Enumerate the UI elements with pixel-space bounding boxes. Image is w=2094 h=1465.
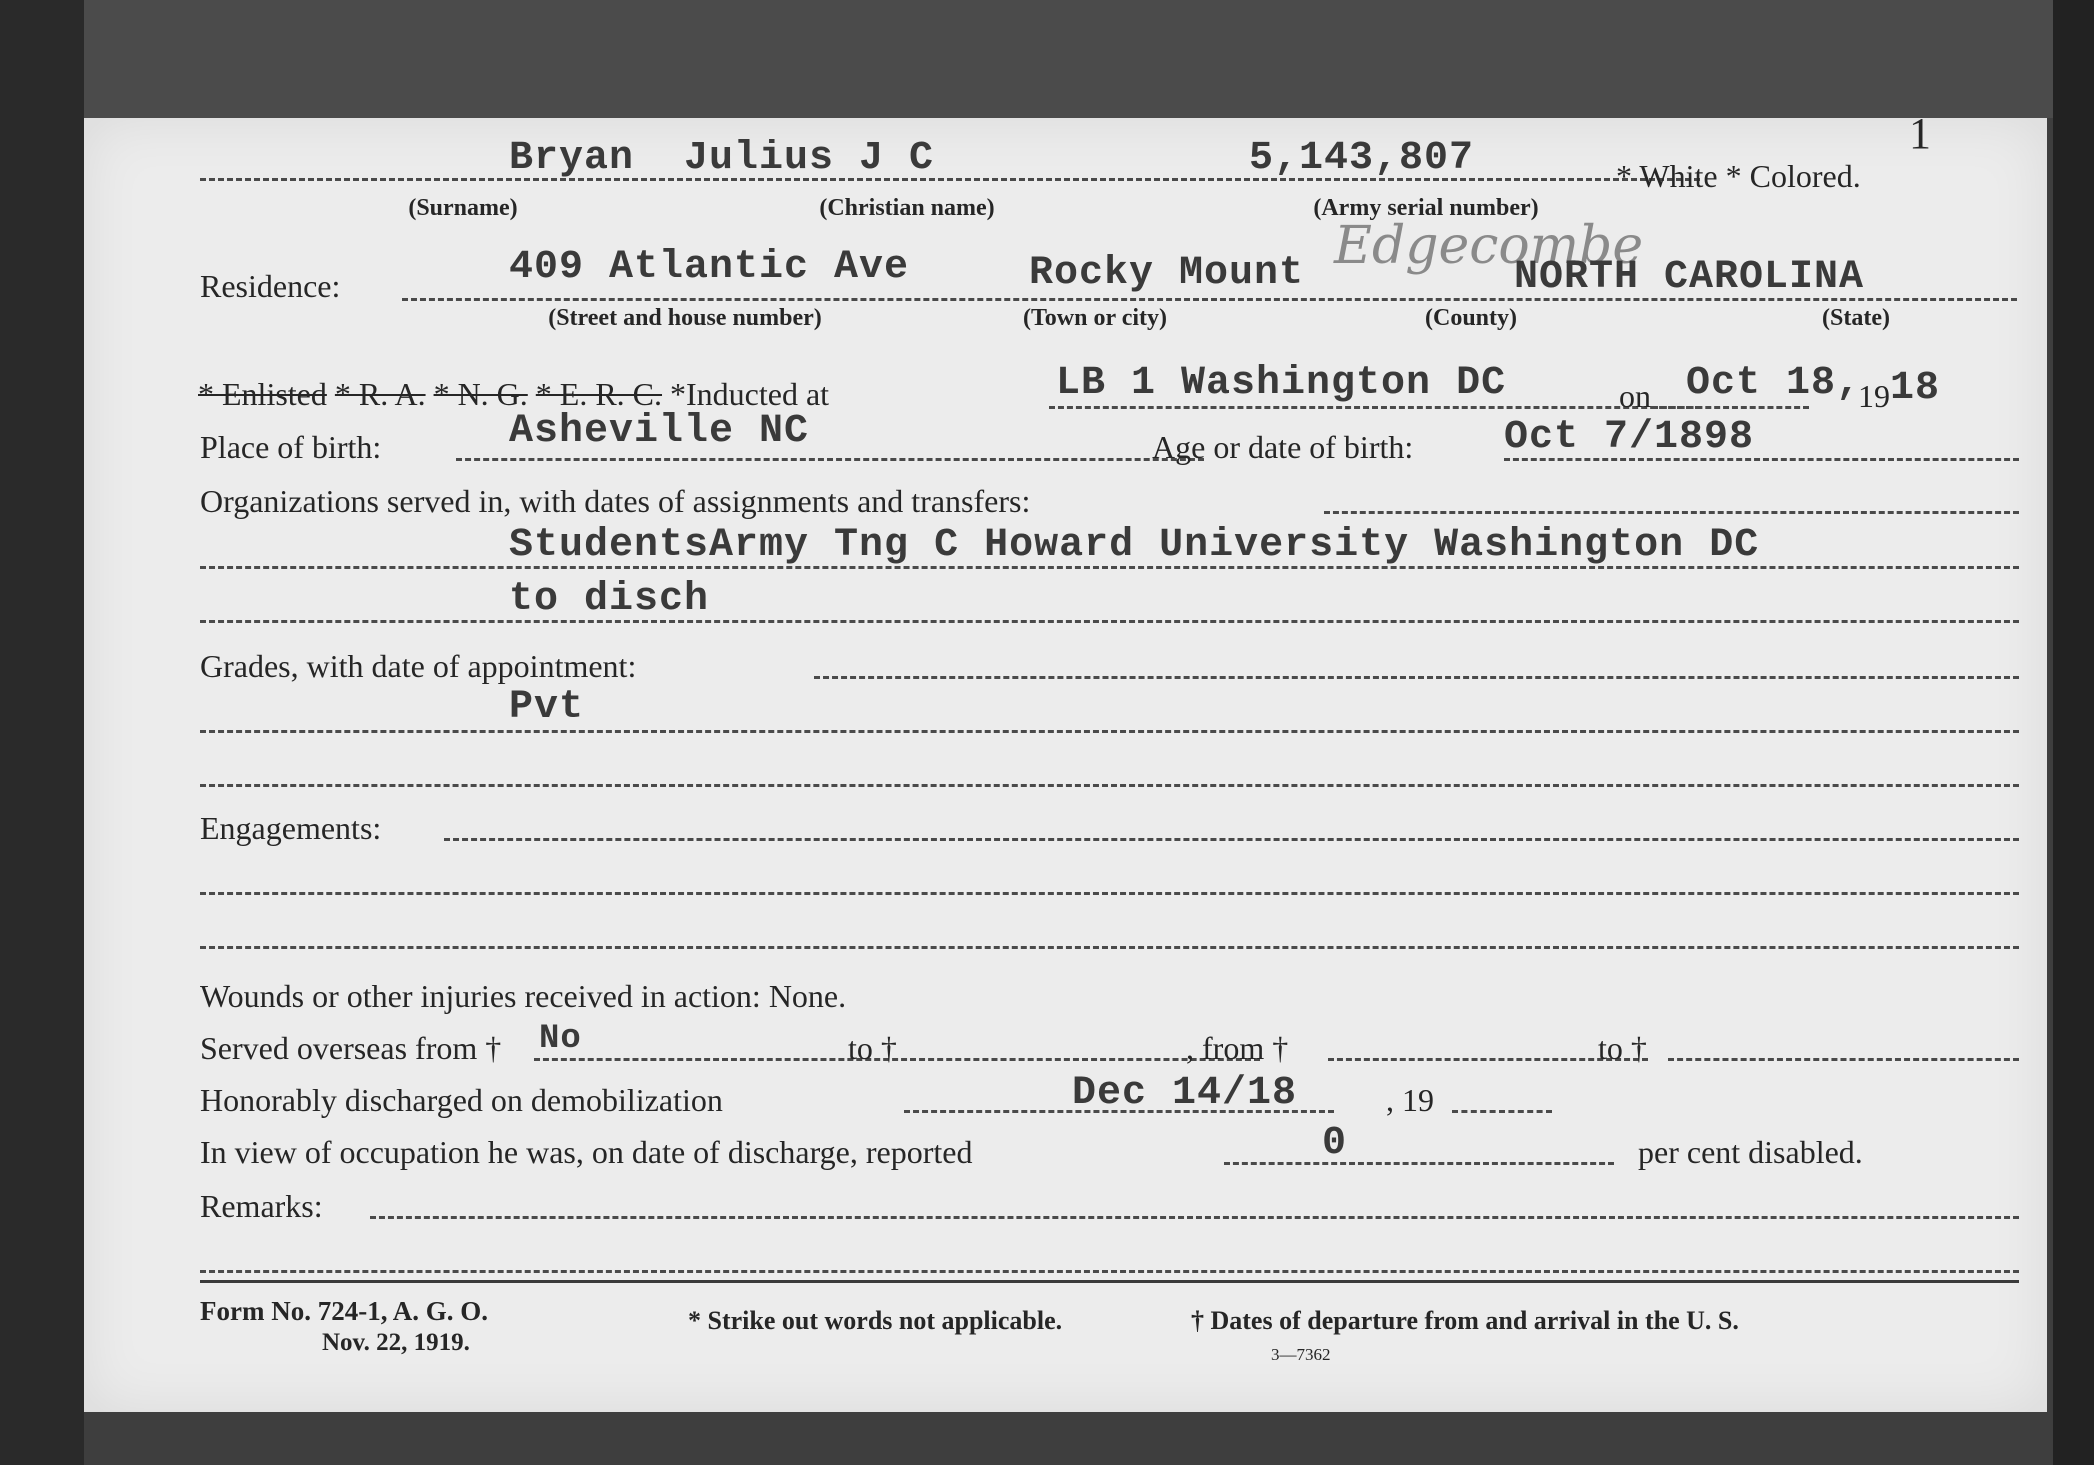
on-label: on (1619, 378, 1651, 414)
print-code: 3—7362 (1271, 1345, 1331, 1364)
organizations-value-2: to disch (509, 577, 710, 622)
discharge-label: Honorably discharged on demobilization (200, 1082, 723, 1118)
induction-place-value: LB 1 Washington DC (1056, 361, 1507, 406)
footer-divider (200, 1280, 2019, 1283)
engagements-line (444, 838, 2019, 841)
serial-number-value: 5,143,807 (1249, 136, 1475, 181)
ng-label: * N. G. (433, 376, 528, 412)
town-caption: (Town or city) (1023, 305, 1167, 331)
race-options: * White * Colored. (1616, 158, 1861, 194)
age-value: Oct 7/1898 (1504, 415, 1755, 460)
engagements-line-2 (200, 892, 2019, 895)
grades-line (814, 676, 2019, 679)
name-line (200, 178, 1700, 181)
wounds-label: Wounds or other injuries received in action: None. (200, 978, 847, 1014)
residence-label: Residence: (200, 268, 341, 304)
remarks-line-2 (200, 1270, 2019, 1273)
overseas-from-value: No (539, 1020, 582, 1058)
organizations-line-3 (200, 620, 2019, 623)
ra-label: * R. A. (334, 376, 426, 412)
grades-value: Pvt (509, 685, 585, 730)
age-label: Age or date of birth: (1152, 429, 1414, 465)
state-value: NORTH CAROLINA (1514, 255, 1865, 300)
enlisted-label: * Enlisted (198, 376, 327, 412)
scanner-background-right (2053, 0, 2094, 1465)
induction-place-line (1049, 406, 1701, 409)
serial-number-caption: (Army serial number) (1313, 195, 1539, 221)
inducted-label: *Inducted at (670, 376, 830, 412)
grades-line-2 (200, 730, 2019, 733)
disability-label: In view of occupation he was, on date of discharge, reported (200, 1134, 973, 1170)
discharge-date-value: Dec 14/18 (1072, 1071, 1298, 1116)
organizations-label: Organizations served in, with dates of assignments and transfers: (200, 483, 1031, 519)
discharge-year-suffix: , 19 (1386, 1082, 1434, 1118)
state-caption: (State) (1822, 305, 1890, 331)
service-record-card (84, 109, 2047, 1412)
surname-caption: (Surname) (408, 195, 518, 221)
engagements-label: Engagements: (200, 810, 382, 846)
organizations-line (1324, 511, 2019, 514)
induction-date-line (1652, 406, 1809, 409)
disability-value: 0 (1322, 1121, 1348, 1166)
remarks-label: Remarks: (200, 1188, 323, 1224)
organizations-value-1: StudentsArmy Tng C Howard University Washington DC (509, 523, 1760, 568)
place-of-birth-value: Asheville NC (509, 409, 810, 454)
form-date: Nov. 22, 1919. (322, 1329, 470, 1356)
enlistment-options (198, 378, 829, 410)
place-of-birth-label: Place of birth: (200, 429, 382, 465)
street-value: 409 Atlantic Ave (509, 245, 910, 290)
county-handwritten: Edgecombe (1334, 216, 1644, 276)
town-value: Rocky Mount (1029, 251, 1305, 296)
street-caption: (Street and house number) (548, 305, 822, 331)
overseas-from2-label: , from † (1186, 1030, 1289, 1066)
disability-suffix: per cent disabled. (1638, 1134, 1863, 1170)
overseas-to2-label: to † (1598, 1030, 1647, 1066)
induction-year-value: 18 (1890, 366, 1941, 411)
engagements-line-3 (200, 946, 2019, 949)
form-number: Form No. 724-1, A. G. O. (200, 1296, 488, 1326)
erc-label: * E. R. C. (535, 376, 663, 412)
induction-date-value: Oct 18, (1686, 361, 1862, 406)
scanner-background-left (0, 0, 84, 1465)
christian-name-value: Julius J C (684, 136, 935, 181)
dates-note: † Dates of departure from and arrival in the U. S. (1191, 1306, 1739, 1335)
place-of-birth-line (456, 458, 1204, 461)
grades-line-3 (200, 784, 2019, 787)
county-caption: (County) (1424, 305, 1518, 331)
remarks-line (370, 1216, 2019, 1219)
overseas-label: Served overseas from † (200, 1030, 502, 1066)
disability-line (1224, 1162, 1614, 1165)
year-prefix: 19 (1858, 378, 1890, 414)
overseas-to2-line (1668, 1058, 2019, 1061)
grades-label: Grades, with date of appointment: (200, 648, 637, 684)
card-number: 1 (1909, 109, 1931, 158)
overseas-to-label: to † (848, 1030, 897, 1066)
christian-name-caption: (Christian name) (819, 195, 995, 221)
discharge-year-line (1452, 1110, 1552, 1113)
surname-value: Bryan (509, 136, 635, 181)
strike-note: * Strike out words not applicable. (688, 1306, 1063, 1335)
scanner-background-top (0, 0, 2094, 118)
